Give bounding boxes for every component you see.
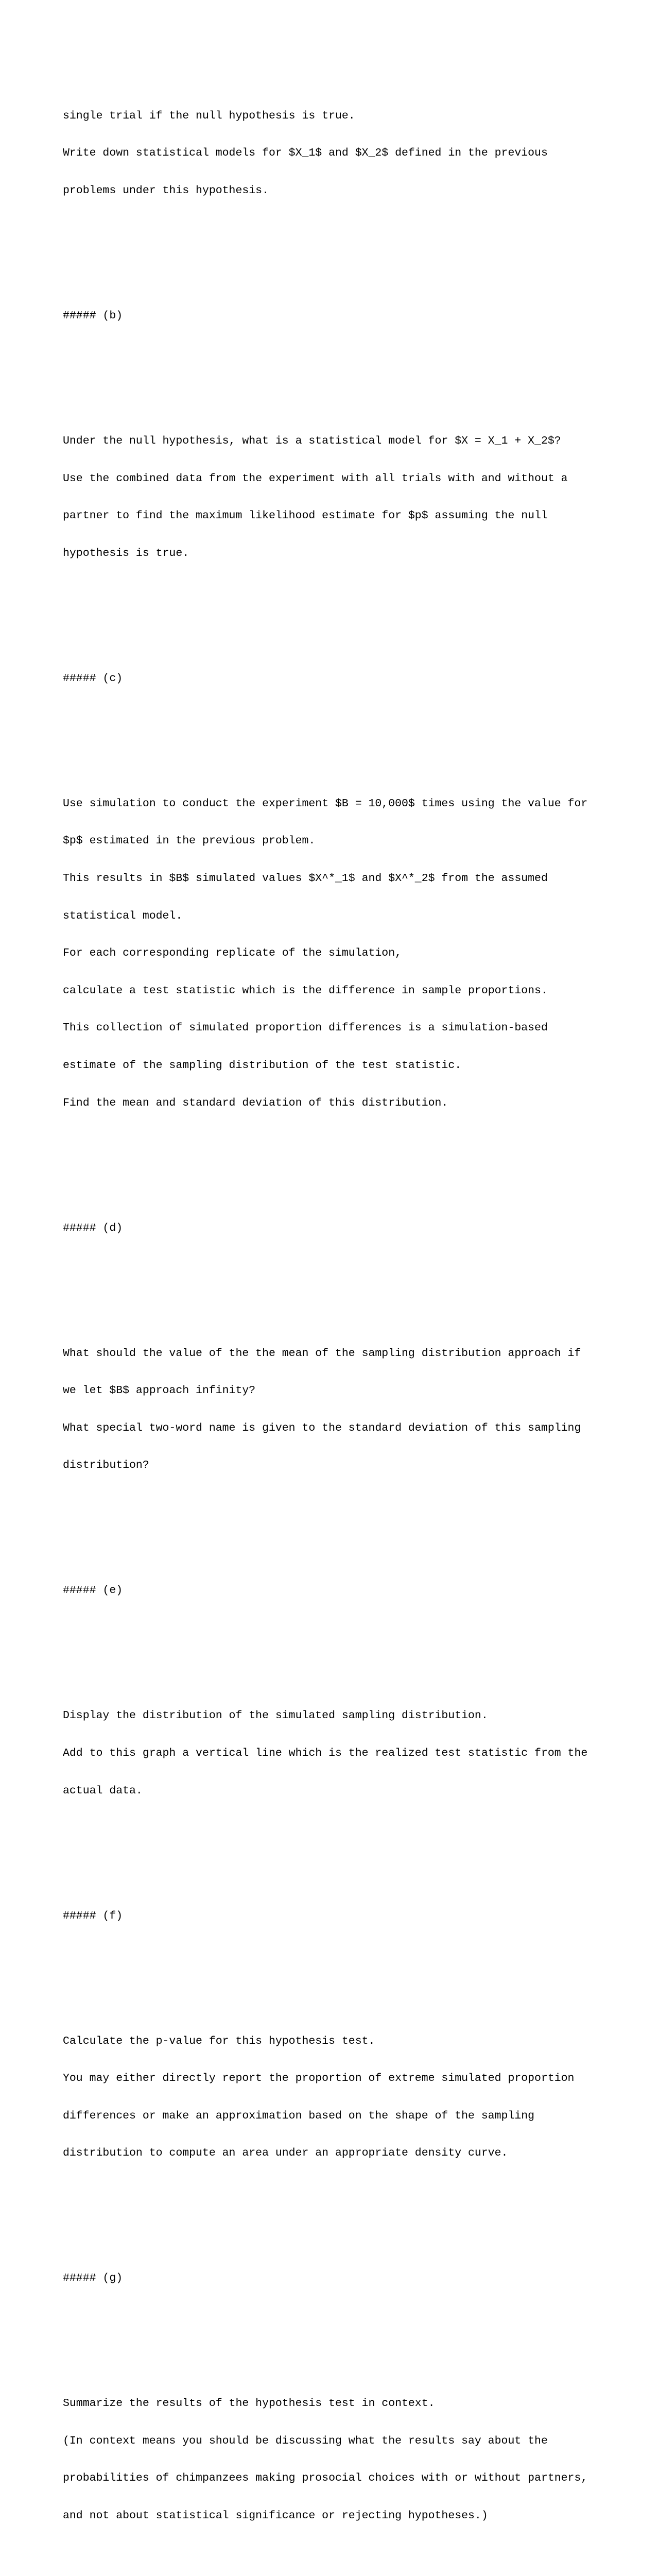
section-heading-d (63, 1197, 619, 1259)
heading-line: ##### (e) (63, 1584, 123, 1597)
paragraph (63, 2010, 619, 2184)
paragraph (63, 2372, 619, 2547)
text-line: This collection of simulated proportion differences is a simulation-based (63, 1022, 548, 1035)
heading-line: ##### (c) (63, 672, 123, 685)
text-line: (In context means you should be discussing what the results say about the (63, 2434, 548, 2447)
text-line: single trial if the null hypothesis is true. (63, 109, 355, 122)
paragraph (63, 1322, 619, 1497)
text-line: problems under this hypothesis. (63, 184, 269, 197)
text-line: hypothesis is true. (63, 547, 189, 560)
section-heading-f (63, 1885, 619, 1947)
paragraph (63, 1685, 619, 1822)
text-line: Display the distribution of the simulated sampling distribution. (63, 1709, 488, 1722)
text-line: partner to find the maximum likelihood estimate for $p$ assuming the null (63, 510, 548, 522)
heading-line: ##### (f) (63, 1909, 123, 1922)
text-line: Write down statistical models for $X_1$ and $X_2$ defined in the previous (63, 147, 548, 160)
section-heading-c (63, 647, 619, 709)
text-line: For each corresponding replicate of the simulation, (63, 947, 402, 960)
text-line: Use simulation to conduct the experiment $B = 10,000$ times using the value for (63, 797, 588, 810)
text-line: Calculate the p-value for this hypothesis test. (63, 2035, 375, 2047)
text-line: Under the null hypothesis, what is a statistical model for $X = X_1 + X_2$? (63, 435, 561, 447)
heading-line: ##### (g) (63, 2272, 123, 2285)
text-line: statistical model. (63, 909, 183, 922)
text-line: estimate of the sampling distribution of the test statistic. (63, 1059, 462, 1072)
text-line: Use the combined data from the experiment with all trials with and without a (63, 472, 568, 485)
paragraph (63, 84, 619, 222)
text-line: You may either directly report the proportion of extreme simulated proportion (63, 2072, 575, 2085)
text-line: distribution? (63, 1459, 149, 1472)
text-line: Summarize the results of the hypothesis test in context. (63, 2397, 435, 2410)
text-line: Find the mean and standard deviation of this distribution. (63, 1096, 448, 1109)
text-line: What special two-word name is given to the standard deviation of this sampling (63, 1421, 581, 1434)
text-line: probabilities of chimpanzees making prosocial choices with or without partners, (63, 2472, 588, 2485)
text-line: calculate a test statistic which is the difference in sample proportions. (63, 984, 548, 997)
section-heading-b (63, 285, 619, 347)
paragraph (63, 410, 619, 585)
text-line: What should the value of the the mean of the sampling distribution approach if (63, 1347, 581, 1360)
heading-line: ##### (b) (63, 310, 123, 322)
text-line: we let $B$ approach infinity? (63, 1384, 256, 1397)
text-line: and not about statistical significance or rejecting hypotheses.) (63, 2510, 488, 2522)
document-body (63, 60, 619, 2576)
text-line: differences or make an approximation based on the shape of the sampling (63, 2109, 535, 2122)
section-heading-g (63, 2247, 619, 2310)
text-line: actual data. (63, 1784, 143, 1797)
paragraph (63, 772, 619, 1134)
text-line: $p$ estimated in the previous problem. (63, 835, 316, 848)
heading-line: ##### (d) (63, 1222, 123, 1234)
text-line: distribution to compute an area under an appropriate density curve. (63, 2147, 508, 2160)
section-heading-e (63, 1560, 619, 1622)
text-line: This results in $B$ simulated values $X^*_1$ and $X^*_2$ from the assumed (63, 872, 548, 885)
text-line: Add to this graph a vertical line which is the realized test statistic from the (63, 1747, 588, 1759)
